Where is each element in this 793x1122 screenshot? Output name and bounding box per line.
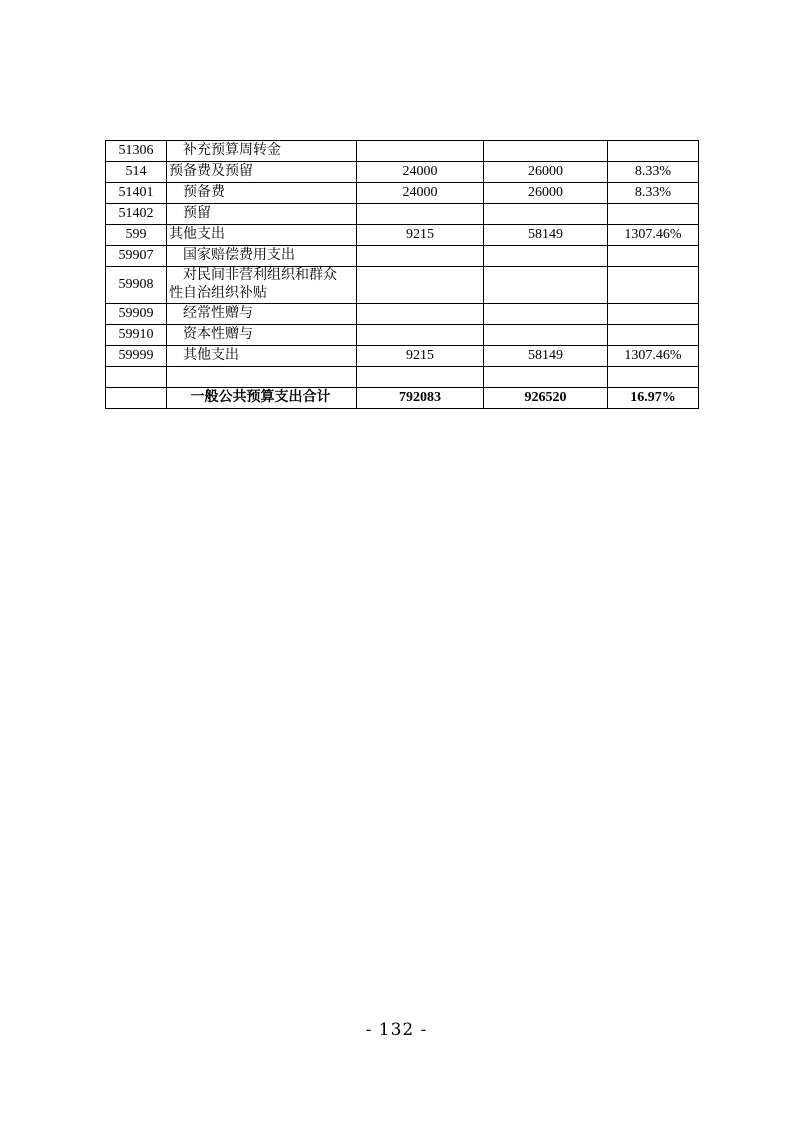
- row-code: 59999: [106, 346, 167, 367]
- row-value-2: 26000: [484, 183, 608, 204]
- row-code: 51402: [106, 204, 167, 225]
- total-row: [106, 388, 699, 409]
- table-row: [106, 204, 699, 225]
- row-percent: [608, 246, 699, 267]
- row-value-2: [484, 367, 608, 388]
- row-name: 经常性赠与: [167, 304, 357, 325]
- table-row: [106, 225, 699, 246]
- row-value-1: [357, 304, 484, 325]
- row-value-2: [484, 304, 608, 325]
- row-percent: [608, 367, 699, 388]
- row-name: 补充预算周转金: [167, 141, 357, 162]
- row-name: [167, 367, 357, 388]
- row-value-1: [357, 367, 484, 388]
- table-row: [106, 162, 699, 183]
- row-code: 51401: [106, 183, 167, 204]
- row-name: 预留: [167, 204, 357, 225]
- table-row: [106, 346, 699, 367]
- table-row: [106, 325, 699, 346]
- row-value-1: [357, 325, 484, 346]
- row-value-2: [484, 204, 608, 225]
- row-value-2: 26000: [484, 162, 608, 183]
- row-percent: [608, 204, 699, 225]
- row-name: [167, 267, 357, 304]
- row-code: 59909: [106, 304, 167, 325]
- row-percent: [608, 304, 699, 325]
- table-row: [106, 183, 699, 204]
- budget-table: [105, 140, 699, 409]
- row-percent: [608, 267, 699, 304]
- total-name: 一般公共预算支出合计: [167, 388, 357, 409]
- total-value-2: 926520: [484, 388, 608, 409]
- row-name-line-2: 性自治组织补贴: [169, 286, 267, 301]
- row-value-1: 9215: [357, 346, 484, 367]
- row-name-line-1: 对民间非营利组织和群众: [183, 268, 337, 283]
- total-percent: 16.97%: [608, 388, 699, 409]
- row-value-1: 24000: [357, 162, 484, 183]
- row-name: 其他支出: [167, 225, 357, 246]
- row-value-2: [484, 325, 608, 346]
- row-percent: 8.33%: [608, 183, 699, 204]
- row-value-1: [357, 246, 484, 267]
- row-code: 59910: [106, 325, 167, 346]
- row-percent: 1307.46%: [608, 225, 699, 246]
- total-value-1: 792083: [357, 388, 484, 409]
- row-percent: [608, 141, 699, 162]
- row-code: 59907: [106, 246, 167, 267]
- row-code: 51306: [106, 141, 167, 162]
- table-row: [106, 267, 699, 304]
- total-code: [106, 388, 167, 409]
- row-name: 预备费及预留: [167, 162, 357, 183]
- row-name: 其他支出: [167, 346, 357, 367]
- row-code: 59908: [106, 267, 167, 304]
- row-value-2: [484, 246, 608, 267]
- row-value-1: [357, 267, 484, 304]
- table-row: [106, 246, 699, 267]
- row-name: 预备费: [167, 183, 357, 204]
- row-value-2: [484, 267, 608, 304]
- row-name: 资本性赠与: [167, 325, 357, 346]
- row-value-1: 24000: [357, 183, 484, 204]
- row-value-1: [357, 204, 484, 225]
- row-value-1: [357, 141, 484, 162]
- row-percent: [608, 325, 699, 346]
- row-value-1: 9215: [357, 225, 484, 246]
- table-row: [106, 141, 699, 162]
- row-code: 514: [106, 162, 167, 183]
- row-name: 国家赔偿费用支出: [167, 246, 357, 267]
- table-row: [106, 304, 699, 325]
- row-percent: 8.33%: [608, 162, 699, 183]
- table-row: [106, 367, 699, 388]
- page-number: - 132 -: [365, 1020, 428, 1040]
- row-code: 599: [106, 225, 167, 246]
- row-value-2: 58149: [484, 225, 608, 246]
- row-percent: 1307.46%: [608, 346, 699, 367]
- row-value-2: [484, 141, 608, 162]
- row-value-2: 58149: [484, 346, 608, 367]
- row-code: [106, 367, 167, 388]
